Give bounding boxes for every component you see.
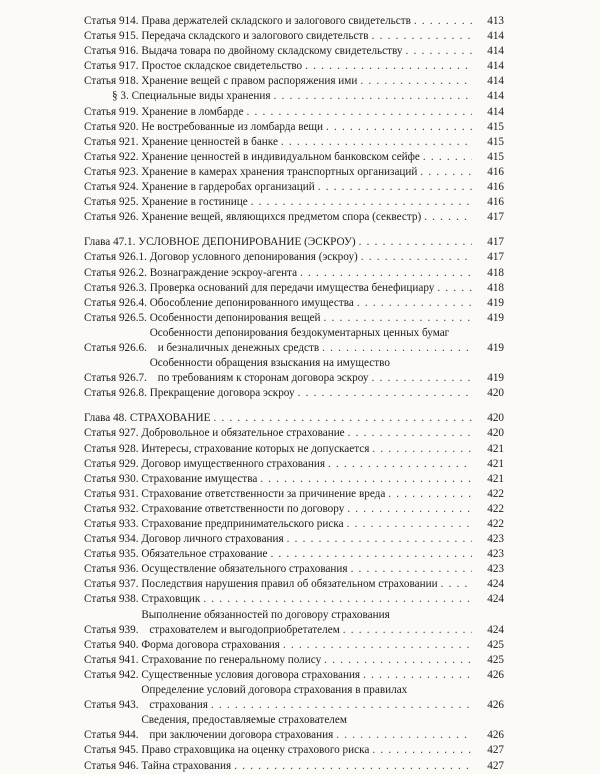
entry-text-line2-row	[150, 371, 504, 386]
leader-dots	[251, 195, 472, 210]
page-number: 427	[487, 759, 504, 772]
page-number: 422	[487, 502, 504, 515]
leader-dots	[328, 457, 472, 472]
entry-text-line1: Определение условий договора страхования в правилах	[141, 684, 408, 697]
leader-dots	[234, 759, 472, 774]
page-number: 422	[487, 518, 504, 530]
entry-label: Статья 917. Простое складское свидетельство	[84, 60, 303, 73]
entry-label: Статья 935. Обязательное страхование	[84, 548, 268, 561]
entry-label: Статья 926.8. Прекращение договора эскроу	[84, 387, 295, 400]
page-number: 424	[487, 593, 504, 606]
leader-dots	[441, 577, 472, 592]
page-number: 421	[487, 457, 504, 470]
toc-entry	[84, 442, 504, 457]
page-number: 423	[487, 533, 504, 546]
leader-dots	[361, 250, 472, 265]
leader-dots	[372, 442, 472, 457]
entry-label: Статья 926.2. Вознаграждение эскроу-агента	[84, 266, 298, 279]
page-number: 425	[487, 653, 504, 666]
page-number: 425	[487, 638, 504, 651]
entry-label: Статья 919. Хранение в ломбарде	[84, 105, 244, 118]
toc-entry	[84, 653, 504, 668]
page-number: 423	[487, 548, 504, 561]
entry-label: Статья 915. Передача складского и залогового свидетельств	[84, 30, 369, 43]
leader-dots	[213, 411, 472, 426]
page-number: 414	[487, 30, 504, 43]
toc-entry	[84, 638, 504, 653]
entry-label: Статья 930. Страхование имущества	[84, 472, 258, 485]
leader-dots	[324, 653, 472, 668]
leader-dots	[247, 105, 472, 120]
toc-entry	[84, 44, 504, 59]
toc-entry	[84, 532, 504, 547]
entry-label: Статья 929. Договор имущественного страхования	[84, 457, 326, 470]
leader-dots	[298, 386, 472, 401]
toc-entry	[84, 759, 504, 774]
entry-label: Статья 932. Страхование ответственности по договору	[84, 502, 345, 515]
entry-label: Глава 47.1. УСЛОВНОЕ ДЕПОНИРОВАНИЕ (ЭСКРОУ)	[84, 236, 356, 249]
entry-label: Статья 941. Страхование по генеральному полису	[84, 653, 322, 666]
entry-label: Статья 934. Договор личного страхования	[84, 533, 284, 546]
toc-entry	[84, 472, 504, 487]
entry-number: Статья 943.	[84, 699, 139, 712]
toc-section-heading	[84, 89, 504, 104]
entry-body	[150, 356, 504, 386]
entry-label: Статья 918. Хранение вещей с правом распоряжения ими	[84, 75, 358, 88]
leader-dots	[260, 472, 472, 487]
page-number: 421	[487, 442, 504, 455]
entry-label: Статья 942. Существенные условия договора страхования	[84, 668, 361, 681]
leader-dots	[318, 180, 472, 195]
entry-number: Статья 926.7.	[84, 372, 147, 385]
leader-dots	[437, 281, 472, 296]
toc-entry	[84, 150, 504, 165]
leader-dots	[300, 266, 472, 281]
page-number: 418	[487, 266, 504, 279]
leader-dots	[357, 296, 472, 311]
entry-number: Статья 926.6.	[84, 341, 147, 354]
page-number: 419	[487, 311, 504, 324]
entry-number: Статья 939.	[84, 623, 139, 636]
leader-dots	[423, 150, 472, 165]
page-number: 414	[487, 75, 504, 88]
entry-body	[150, 326, 504, 356]
entry-text-line1: Особенности депонирования бездокументарных ценных бумаг	[149, 326, 450, 339]
page-number: 421	[487, 472, 504, 485]
toc-entry	[84, 386, 504, 401]
toc-entry	[84, 326, 504, 356]
entry-text-line2-row	[141, 698, 504, 713]
leader-dots	[347, 517, 472, 532]
entry-text-line2: при заключении договора страхования	[149, 729, 334, 742]
page-number: 419	[487, 296, 504, 309]
leader-dots	[359, 235, 472, 250]
page-number: 414	[487, 45, 504, 58]
toc-entry	[84, 250, 504, 265]
entry-label: Статья 931. Страхование ответственности за причинение вреда	[84, 487, 386, 500]
toc-entry	[84, 356, 504, 386]
spacer	[84, 401, 504, 411]
entry-body	[141, 608, 504, 638]
entry-label: Статья 926.4. Обособление депонированного имущества	[84, 296, 354, 309]
entry-text-line2: и безналичных денежных средств	[157, 341, 320, 354]
entry-label: Статья 936. Осуществление обязательного страхования	[84, 563, 348, 576]
entry-text-line1: Сведения, предоставляемые страхователем	[141, 714, 347, 727]
entry-text-line2: страхователем и выгодоприобретателем	[149, 623, 340, 636]
page-number: 413	[487, 15, 504, 27]
toc-entry	[84, 502, 504, 517]
page-number: 420	[487, 387, 504, 400]
page-number: 426	[487, 729, 504, 742]
leader-dots	[348, 426, 472, 441]
leader-dots	[305, 59, 472, 74]
leader-dots	[351, 562, 472, 577]
entry-text-line2-row	[141, 623, 504, 638]
leader-dots	[372, 29, 472, 44]
entry-label: Глава 48. СТРАХОВАНИЕ	[84, 412, 211, 425]
leader-dots	[287, 532, 472, 547]
table-of-contents	[84, 14, 504, 774]
entry-label: Статья 926. Хранение вещей, являющихся предметом спора (секвестр)	[84, 211, 422, 224]
toc-entry	[84, 195, 504, 210]
leader-dots	[336, 728, 472, 743]
entry-label: Статья 933. Страхование предпринимательского риска	[84, 518, 344, 530]
toc-entry	[84, 74, 504, 89]
leader-dots	[360, 74, 472, 89]
leader-dots	[283, 638, 472, 653]
entry-label: Статья 922. Хранение ценностей в индивидуальном банковском сейфе	[84, 150, 420, 163]
entry-text-line2-row	[150, 341, 504, 356]
page-number: 414	[487, 60, 504, 73]
toc-entry	[84, 14, 504, 29]
page-number: 424	[487, 578, 504, 591]
entry-text-line2: страхования	[149, 699, 208, 712]
entry-text-line2-row	[141, 728, 504, 743]
toc-entry	[84, 668, 504, 683]
toc-entry	[84, 59, 504, 74]
leader-dots	[414, 14, 472, 29]
page-number: 423	[487, 563, 504, 576]
page-number: 426	[487, 699, 504, 712]
toc-entry	[84, 592, 504, 607]
toc-entry	[84, 105, 504, 120]
page-number: 415	[487, 150, 504, 163]
toc-entry	[84, 743, 504, 758]
page-number: 424	[487, 623, 504, 636]
entry-text-line1: Выполнение обязанностей по договору страхования	[141, 608, 390, 621]
entry-label: Статья 916. Выдача товара по двойному складскому свидетельству	[84, 45, 403, 58]
page-number: 416	[487, 165, 504, 178]
page-number: 427	[487, 744, 504, 757]
toc-entry	[84, 281, 504, 296]
leader-dots	[347, 502, 472, 517]
toc-entry	[84, 577, 504, 592]
page-number: 417	[487, 211, 504, 224]
leader-dots	[388, 487, 472, 502]
page-number: 426	[487, 668, 504, 681]
entry-label: Статья 924. Хранение в гардеробах организаций	[84, 181, 315, 194]
entry-label: Статья 946. Тайна страхования	[84, 759, 232, 772]
leader-dots	[372, 743, 472, 758]
spacer	[84, 225, 504, 235]
page-number: 419	[487, 372, 504, 385]
toc-entry	[84, 296, 504, 311]
leader-dots	[324, 311, 472, 326]
leader-dots	[326, 120, 472, 135]
entry-text-line2: по требованиям к сторонам договора эскроу	[157, 372, 369, 385]
entry-label: § 3. Специальные виды хранения	[112, 90, 271, 103]
entry-body	[141, 683, 504, 713]
leader-dots	[270, 547, 472, 562]
entry-number: Статья 944.	[84, 729, 139, 742]
entry-label: Статья 945. Право страховщика на оценку страхового риска	[84, 744, 370, 757]
toc-entry	[84, 562, 504, 577]
toc-entry	[84, 713, 504, 743]
entry-label: Статья 926.3. Проверка оснований для передачи имущества бенефициару	[84, 281, 435, 294]
entry-body	[141, 713, 504, 743]
entry-label: Статья 920. Не востребованные из ломбарда вещи	[84, 120, 324, 133]
entry-label: Статья 940. Форма договора страхования	[84, 638, 280, 651]
leader-dots	[406, 44, 473, 59]
entry-label: Статья 937. Последствия нарушения правил об обязательном страховании	[84, 578, 438, 591]
page-number: 415	[487, 120, 504, 133]
leader-dots	[211, 698, 472, 713]
entry-label: Статья 925. Хранение в гостинице	[84, 196, 248, 209]
page-number: 417	[487, 251, 504, 264]
toc-entry	[84, 29, 504, 44]
toc-entry	[84, 517, 504, 532]
toc-chapter-heading	[84, 235, 504, 250]
entry-label: Статья 914. Права держателей складского и залогового свидетельств	[84, 15, 411, 27]
toc-entry	[84, 608, 504, 638]
toc-entry	[84, 165, 504, 180]
toc-entry	[84, 426, 504, 441]
toc-entry	[84, 180, 504, 195]
toc-chapter-heading	[84, 411, 504, 426]
leader-dots	[343, 623, 472, 638]
page-number: 416	[487, 181, 504, 194]
toc-entry	[84, 547, 504, 562]
leader-dots	[420, 165, 472, 180]
entry-label: Статья 921. Хранение ценностей в банке	[84, 135, 278, 148]
page-number: 420	[487, 412, 504, 425]
toc-entry	[84, 135, 504, 150]
entry-text-line1: Особенности обращения взыскания на имущество	[149, 357, 390, 370]
page-number: 414	[487, 90, 504, 103]
leader-dots	[322, 341, 472, 356]
toc-entry	[84, 311, 504, 326]
entry-label: Статья 928. Интересы, страхование которых не допускается	[84, 442, 370, 455]
page-number: 418	[487, 281, 504, 294]
leader-dots	[281, 135, 472, 150]
toc-entry	[84, 120, 504, 135]
page-number: 415	[487, 135, 504, 148]
leader-dots	[372, 371, 472, 386]
toc-entry	[84, 210, 504, 225]
leader-dots	[203, 592, 472, 607]
page-number: 419	[487, 341, 504, 354]
entry-label: Статья 926.5. Особенности депонирования вещей	[84, 311, 321, 324]
page-number: 420	[487, 427, 504, 440]
page-number: 414	[487, 105, 504, 118]
leader-dots	[273, 89, 472, 104]
leader-dots	[363, 668, 472, 683]
toc-entry	[84, 266, 504, 281]
entry-label: Статья 927. Добровольное и обязательное страхование	[84, 427, 345, 440]
page-number: 417	[487, 236, 504, 249]
entry-label: Статья 926.1. Договор условного депонирования (эскроу)	[84, 251, 358, 264]
entry-label: Статья 938. Страховщик	[84, 593, 201, 606]
toc-entry	[84, 487, 504, 502]
toc-entry	[84, 683, 504, 713]
page-number: 422	[487, 487, 504, 500]
toc-entry	[84, 457, 504, 472]
page-number: 416	[487, 196, 504, 209]
leader-dots	[424, 210, 472, 225]
entry-label: Статья 923. Хранение в камерах хранения транспортных организаций	[84, 165, 418, 178]
